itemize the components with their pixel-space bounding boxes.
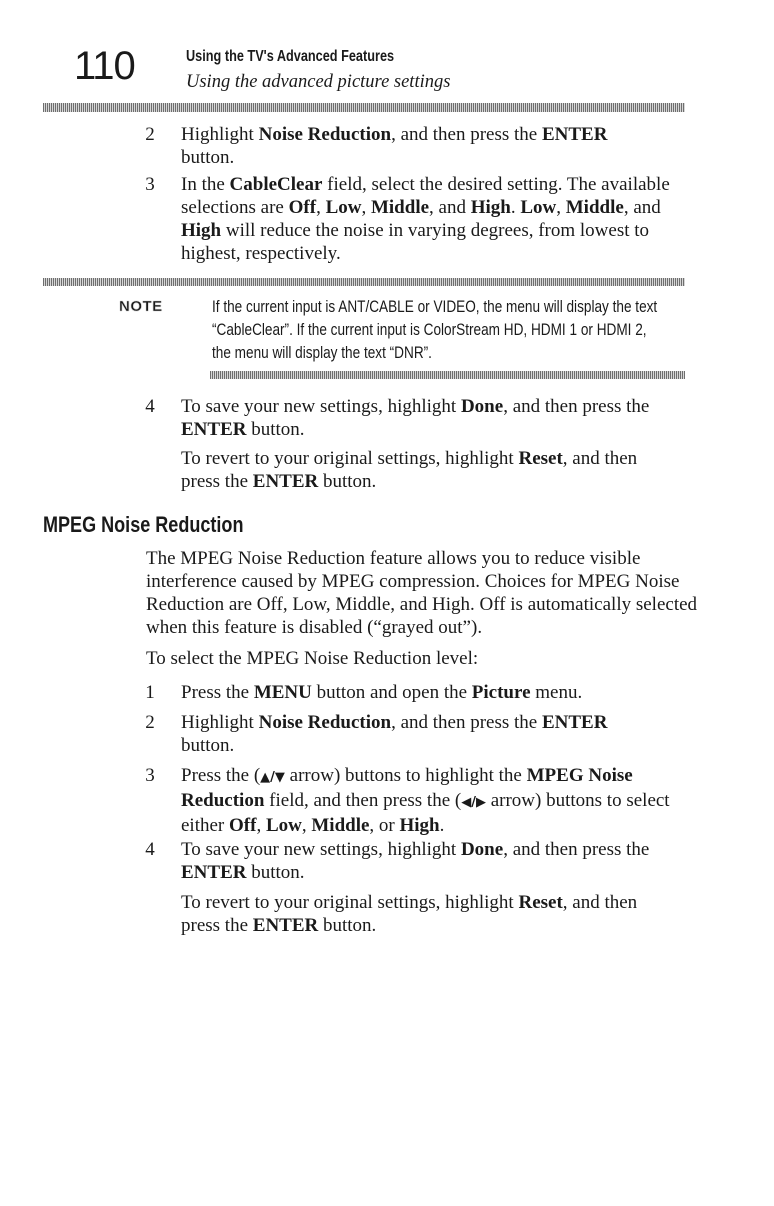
step-number: 4 (145, 839, 155, 860)
step-number: 3 (145, 174, 155, 195)
step-number: 2 (145, 124, 155, 145)
page-number: 110 (74, 44, 135, 88)
header-rule (43, 103, 685, 112)
section-lead: To select the MPEG Noise Reduction level: (146, 648, 479, 669)
section-revert-text: To revert to your original settings, highlight Reset, and then press the ENTER button. (181, 892, 638, 936)
step-number: 2 (145, 712, 155, 733)
note-top-rule (43, 278, 685, 286)
step-text: To save your new settings, highlight Done, and then press the ENTER button. (181, 396, 650, 440)
running-subtitle: Using the advanced picture settings (186, 72, 451, 92)
revert-text: To revert to your original settings, highlight Reset, and then press the ENTER button. (181, 448, 638, 492)
note-label: NOTE (119, 298, 163, 315)
step-text: Highlight Noise Reduction, and then press the ENTER button. (181, 124, 608, 168)
running-title: Using the TV's Advanced Features (186, 48, 395, 65)
step-text: In the CableClear field, select the desired setting. The available selections are Off, Low, Middle, and High. Low, Middle, and High will reduce the noise in varying degrees, from lowest to highest, respectively. (181, 174, 670, 264)
step-number: 1 (145, 682, 155, 703)
step-number: 3 (145, 765, 155, 786)
section-heading: MPEG Noise Reduction (43, 512, 244, 537)
note-bottom-rule (210, 371, 685, 379)
left-right-arrow-icon: ◀/▶ (461, 795, 486, 810)
step-text: Highlight Noise Reduction, and then press the ENTER button. (181, 712, 608, 756)
up-down-arrow-icon: ▲/▼ (260, 770, 285, 785)
step-text: To save your new settings, highlight Done, and then press the ENTER button. (181, 839, 650, 883)
step-text: Press the MENU button and open the Picture menu. (181, 682, 583, 703)
step-text: Press the (▲/▼ arrow) buttons to highlight the MPEG Noise Reduction field, and then press the (◀/▶ arrow) buttons to select either Off, Low, Middle, or High. (181, 765, 670, 836)
section-intro: The MPEG Noise Reduction feature allows you to reduce visible interference caused by MPEG compression. Choices for MPEG Noise Reduction are Off, Low, Middle, and High. Off is automatically selected when this feature is disabled (“grayed out”). (146, 548, 698, 638)
step-number: 4 (145, 396, 155, 417)
note-text: If the current input is ANT/CABLE or VIDEO, the menu will display the text “CableClear”. If the current input is ColorStream HD, HDMI 1 or HDMI 2, the menu will display the text “DNR”. (212, 297, 658, 362)
